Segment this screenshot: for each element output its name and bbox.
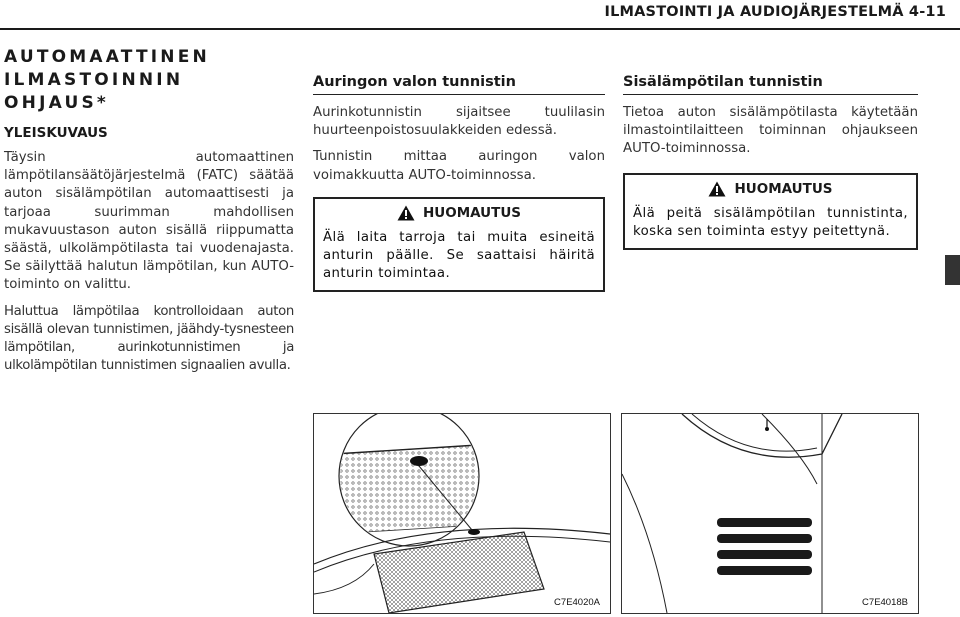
notice-label: HUOMAUTUS [734, 180, 833, 197]
sensors-paragraph: Haluttua lämpötilaa kontrolloidaan auton sisällä olevan tunnistimen, jäähdy-tysnesteen lämpötilan, aurinkotunnistimen ja ulkolämpötilan tunnistimen signaalien avulla. [4, 303, 294, 374]
notice-text: Älä laita tarroja tai muita esineitä anturin päälle. Se saattaisi häiritä anturin toimintaa. [323, 229, 595, 281]
sun-sensor-figure [313, 413, 611, 614]
section-title-line-2: ILMASTOINNIN OHJAUS* [4, 70, 184, 113]
middle-column [313, 74, 605, 292]
section-title [4, 46, 294, 115]
cabin-sensor-figure [621, 413, 919, 614]
header-rule [0, 28, 960, 30]
notice-header [633, 181, 908, 197]
overview-paragraph: Täysin automaattinen lämpötilansäätöjärjestelmä (FATC) säätää auton sisälämpötilan automaattisesti ja tarjoaa suurimman mahdollisen mukavuustason auton sisällä riippumatta säästä, ulkolämpötilasta tai vuodenajasta. Se säilyttää halutun lämpötilan, kun AUTO-toiminto on valittu. [4, 150, 294, 293]
right-column [623, 74, 918, 250]
cabin-sensor-text: Tietoa auton sisälämpötilasta käytetään ilmastointilaitteen toiminnan ohjaukseen AUTO-toiminnossa. [623, 105, 918, 157]
notice-label: HUOMAUTUS [422, 204, 522, 221]
warning-icon [708, 181, 726, 197]
figure-caption: C7E4018B [862, 597, 908, 608]
cabin-sensor-title: Sisälämpötilan tunnistin [623, 74, 918, 95]
subheading: YLEISKUVAUS [4, 125, 108, 141]
cabin-sensor-illustration [622, 414, 918, 613]
notice-text: Älä peitä sisälämpötilan tunnistinta, koska sen toiminta estyy peitettynä. [633, 205, 908, 239]
cabin-sensor-notice [623, 173, 918, 250]
sun-sensor-illustration [314, 414, 610, 613]
sun-sensor-title: Auringon valon tunnistin [313, 74, 605, 95]
chapter-tab-marker [945, 255, 960, 285]
section-title-line-1: AUTOMAATTINEN [4, 47, 210, 67]
sun-sensor-function-text: Tunnistin mittaa auringon valon voimakkuutta AUTO-toiminnossa. [313, 149, 605, 183]
sun-sensor-notice [313, 197, 605, 292]
warning-icon [397, 205, 415, 221]
left-column [4, 46, 294, 375]
figure-caption: C7E4020A [554, 597, 600, 608]
page-header [0, 0, 960, 26]
sun-sensor-location-text: Aurinkotunnistin sijaitsee tuulilasin huurteenpoistosuulakkeiden edessä. [313, 105, 605, 139]
notice-header [323, 205, 595, 221]
header-title: ILMASTOINTI JA AUDIOJÄRJESTELMÄ 4-11 [604, 4, 946, 20]
